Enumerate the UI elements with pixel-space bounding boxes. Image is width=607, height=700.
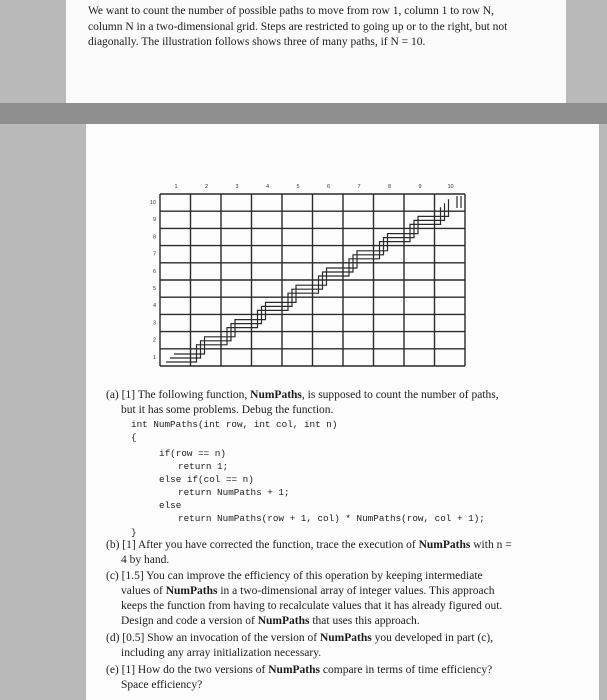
row-label: 7 xyxy=(152,251,156,258)
column-label: 4 xyxy=(265,184,270,190)
column-label: 3 xyxy=(235,184,239,190)
column-label: 6 xyxy=(326,184,331,190)
column-label: 1 xyxy=(174,184,178,190)
code-line-5: else if(col == n) xyxy=(159,474,254,485)
question-e: (e) [1] How do the two versions of NumPaths compare in terms of time efficiency? Space efficiency? xyxy=(106,664,493,691)
function-name: NumPaths xyxy=(165,585,218,597)
row-label: 5 xyxy=(152,286,156,292)
row-label: 3 xyxy=(152,320,156,327)
row-labels xyxy=(150,200,156,361)
path-3 xyxy=(174,199,449,354)
intro-line-1: We want to count the number of possible paths to move from row 1, column 1 to row N, xyxy=(88,5,494,17)
grid-paths xyxy=(166,196,461,362)
intro-line-2: column N in a two-dimensional grid. Steps are restricted to going up or to the right, but not xyxy=(88,20,508,33)
column-label: 7 xyxy=(357,184,361,190)
row-label: 8 xyxy=(152,234,156,241)
code-line-4: return 1; xyxy=(178,461,229,472)
code-line-2: { xyxy=(131,432,137,443)
code-line-1: int NumPaths(int row, int col, int n) xyxy=(131,419,338,430)
function-name: NumPaths xyxy=(319,632,372,644)
question-a: (a) [1] The following function, NumPaths, is supposed to count the number of paths, but it has some problems. Debug the function. xyxy=(106,389,499,416)
function-name: NumPaths xyxy=(268,664,321,676)
column-label: 10 xyxy=(447,184,454,190)
page-gap xyxy=(0,103,607,124)
function-name: NumPaths xyxy=(250,389,302,401)
code-line-6: return NumPaths + 1; xyxy=(178,487,290,498)
question-b: (b) [1] After you have corrected the function, trace the execution of NumPaths with n = 4 by hand. xyxy=(106,539,512,566)
row-label: 6 xyxy=(152,268,156,275)
code-line-7: else xyxy=(159,500,182,511)
column-label: 8 xyxy=(387,184,392,190)
row-label: 10 xyxy=(149,200,156,206)
column-labels xyxy=(174,184,453,190)
function-name: NumPaths xyxy=(257,615,310,627)
intro-paragraph xyxy=(88,4,558,51)
code-line-9: } xyxy=(131,527,137,538)
question-c: (c) [1.5] You can improve the efficiency of this operation by keeping intermediate values of NumPaths in a two-dimensional array of integer values. This approach keeps the function from having to recalculate values that it has already figured out. Design and code a version of NumPaths that uses this approach. xyxy=(106,570,503,627)
row-label: 1 xyxy=(152,354,156,361)
question-d: (d) [0.5] Show an invocation of the version of NumPaths you developed in part (c), including any array initialization necessary. xyxy=(106,632,494,659)
row-label: 4 xyxy=(152,303,156,310)
code-line-8: return NumPaths(row + 1, col) * NumPaths(row, col + 1); xyxy=(178,513,485,524)
column-label: 2 xyxy=(204,184,209,190)
row-label: 2 xyxy=(152,337,156,344)
intro-line-3: diagonally. The illustration follows shows three of many paths, if N = 10. xyxy=(88,36,426,48)
column-label: 9 xyxy=(418,184,422,190)
column-label: 5 xyxy=(296,184,300,190)
function-name: NumPaths xyxy=(418,539,471,551)
row-label: 9 xyxy=(152,217,156,224)
path-grid-figure xyxy=(146,178,476,378)
code-line-3: if(row == n) xyxy=(159,448,226,459)
